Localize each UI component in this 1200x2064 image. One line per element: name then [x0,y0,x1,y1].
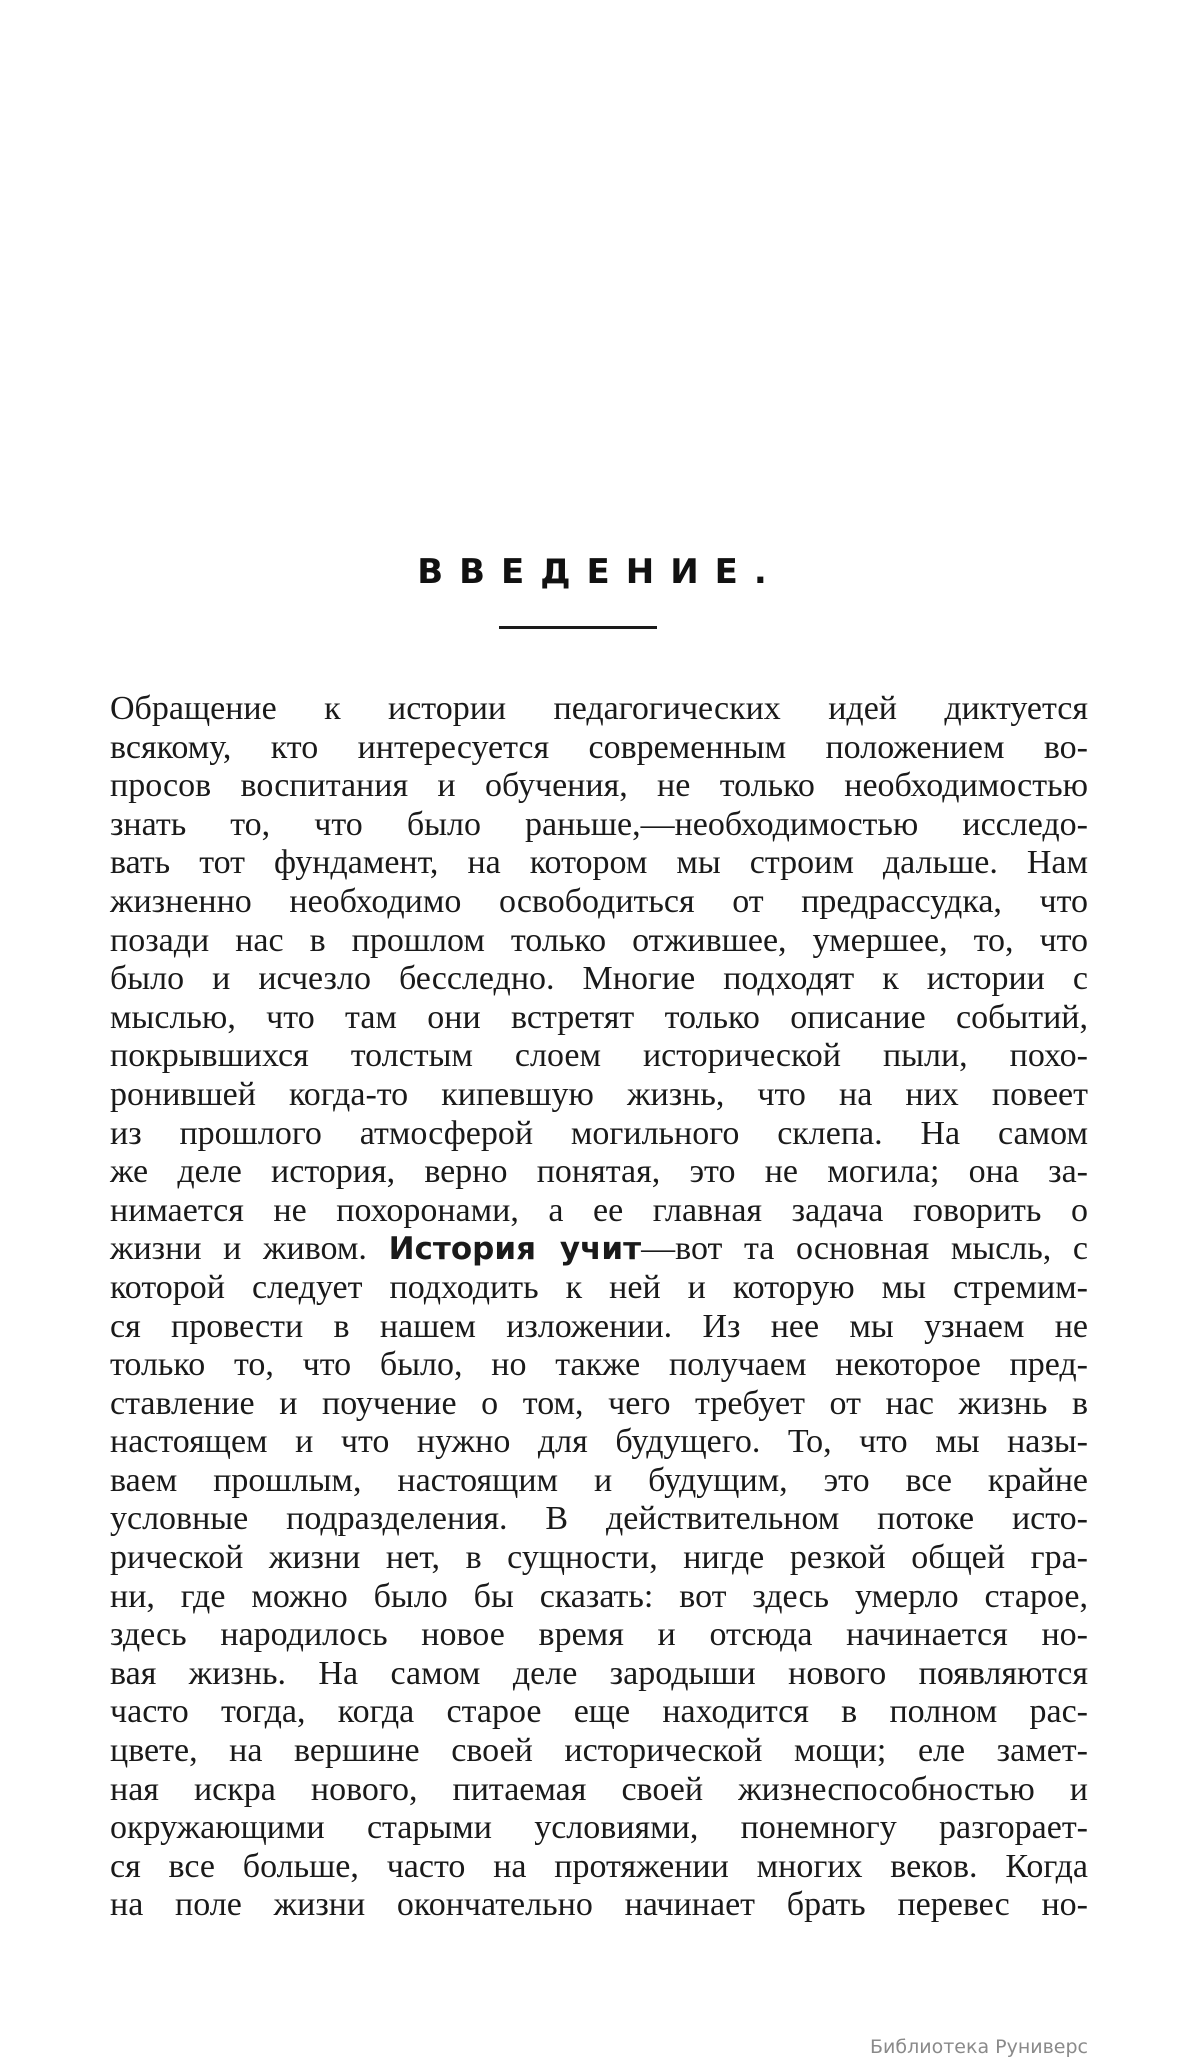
text-line-28: цвете, на вершине своей исторической мощи; еле замет- [110,1732,1088,1770]
chapter-title: ВВЕДЕНИЕ. [417,552,783,592]
text-line-10: покрывшихся толстым слоем исторической пыли, похо- [110,1037,1088,1075]
text-line-19: ставление и поучение о том, чего требует от нас жизнь в [110,1384,1088,1422]
text-line-22: условные подразделения. В действительном потоке исто- [110,1500,1088,1538]
text-line-4: знать то, что было раньше,—необходимостью исследо- [110,805,1088,843]
text-line-21: ваем прошлым, настоящим и будущим, это все крайне [110,1461,1088,1499]
text-line-3: просов воспитания и обучения, не только необходимостью [110,767,1088,805]
text-line-25: здесь народилось новое время и отсюда начинается но- [110,1616,1088,1654]
text-line-1: Обращение к истории педагогических идей диктуется [110,690,1088,727]
body-paragraph [110,690,1088,1925]
text-line-27: часто тогда, когда старое еще находится в полном рас- [110,1693,1088,1731]
text-line-18: только то, что было, но также получаем некоторое пред- [110,1346,1088,1384]
text-line-11: ронившей когда-то кипевшую жизнь, что на них повеет [110,1075,1088,1113]
text-line-12: из прошлого атмосферой могильного склепа. На самом [110,1114,1088,1152]
text-line-15 [110,1230,1088,1269]
text-line-20: настоящем и что нужно для будущего. То, что мы назы- [110,1423,1088,1461]
text-line-31: ся все больше, часто на протяжении многих веков. Когда [110,1847,1088,1885]
title-rule [499,626,657,629]
text-line-24: ни, где можно было бы сказать: вот здесь умерло старое, [110,1577,1088,1615]
text-line-17: ся провести в нашем изложении. Из нее мы узнаем не [110,1307,1088,1345]
text-line-13: же деле история, верно понятая, это не могила; она за- [110,1153,1088,1191]
text-line-8: было и исчезло бесследно. Многие подходят к истории с [110,960,1088,998]
text-line-15-end: —вот та основная мысль, с [641,1230,1088,1268]
text-line-30: окружающими старыми условиями, понемногу разгорает- [110,1809,1088,1847]
text-line-29: ная искра нового, питаемая своей жизнеспособностью и [110,1770,1088,1808]
text-line-32: на поле жизни окончательно начинает брать перевес но- [110,1886,1088,1924]
text-line-16: которой следует подходить к ней и которую мы стремим- [110,1268,1088,1306]
text-line-2: всякому, кто интересуется современным положением во- [110,728,1088,766]
text-line-6: жизненно необходимо освободиться от предрассудка, что [110,882,1088,920]
text-line-14: нимается не похоронами, а ее главная задача говорить о [110,1191,1088,1229]
text-line-7: позади нас в прошлом только отжившее, умершее, то, что [110,921,1088,959]
text-line-9: мыслью, что там они встретят только описание событий, [110,998,1088,1036]
emphasis-history-teaches: История учит [388,1231,642,1268]
library-watermark: Библиотека Руниверс [870,2036,1088,2058]
text-line-26: вая жизнь. На самом деле зародыши нового появляются [110,1654,1088,1692]
text-line-15-start: жизни и живом. [110,1230,389,1268]
text-line-23: рической жизни нет, в сущности, нигде резкой общей гра- [110,1539,1088,1577]
text-line-5: вать тот фундамент, на котором мы строим дальше. Нам [110,844,1088,882]
